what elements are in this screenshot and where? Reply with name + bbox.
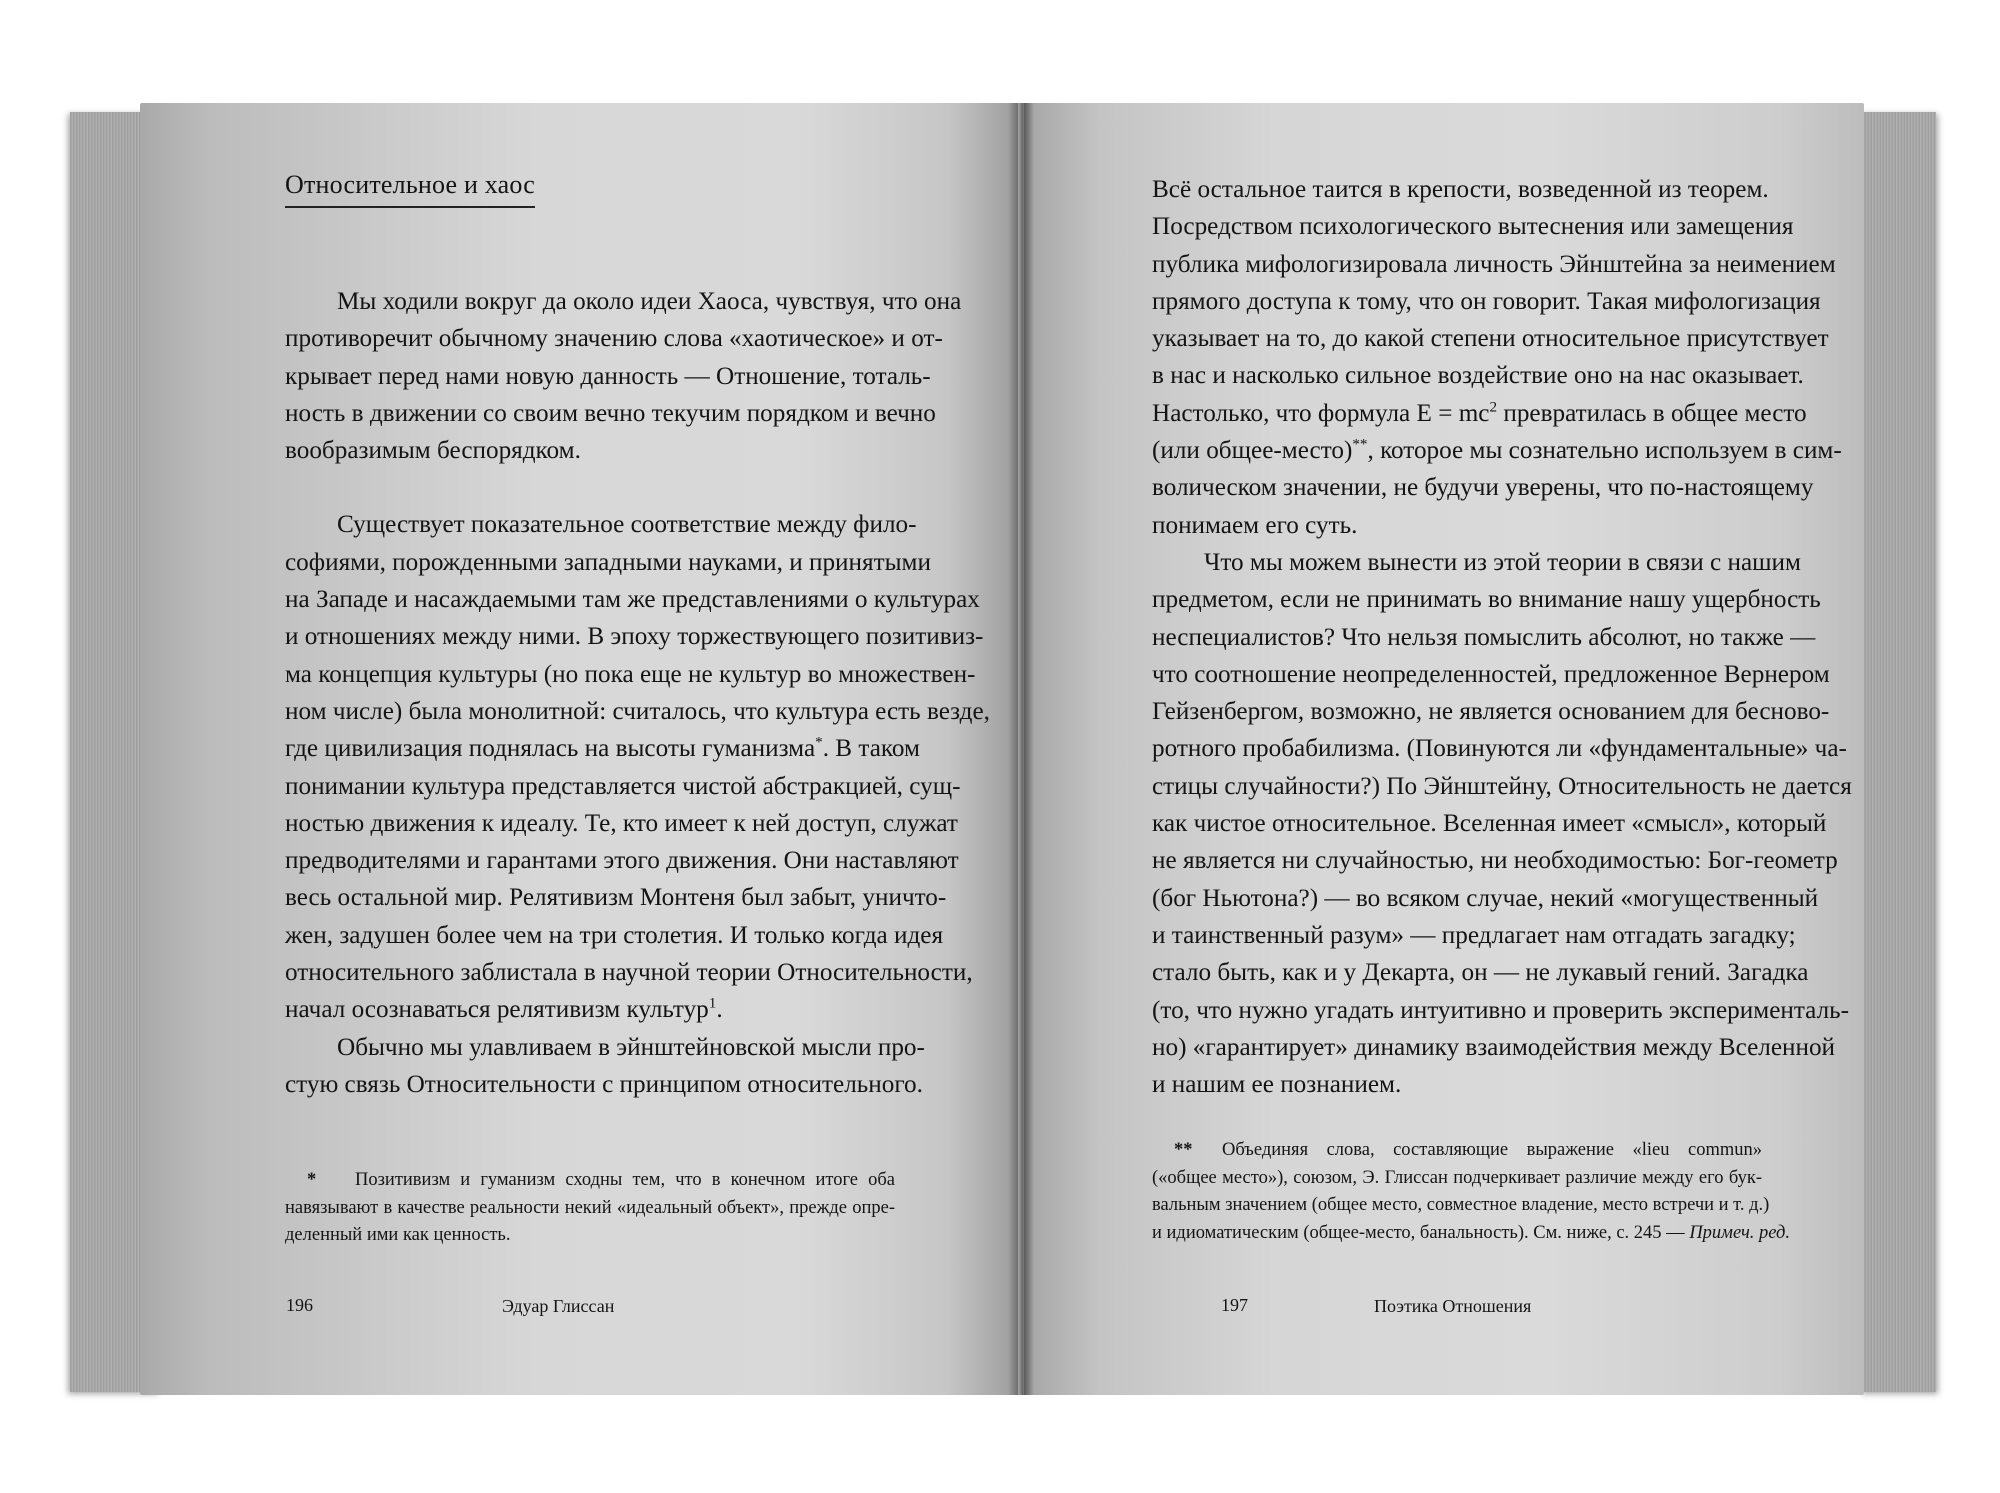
footnote-marker: **: [1174, 1140, 1193, 1160]
text-line: понимаем его суть.: [1152, 511, 1358, 539]
right-body-text: [1152, 171, 1852, 1103]
text-line: (бог Ньютона?) — во всяком случае, некий «могущественный: [1152, 884, 1819, 912]
page-edges-right: [1860, 112, 1936, 1392]
text-line: где цивилизация поднялась на высоты гуманизма*. В таком: [285, 734, 920, 763]
paragraph: [285, 283, 962, 469]
left-body-text: [285, 283, 990, 1103]
text-line: что соотношение неопределенностей, предложенное Вернером: [1152, 660, 1830, 688]
text-line: (то, что нужно угадать интуитивно и проверить эксперименталь-: [1152, 996, 1850, 1024]
text-line: указывает на то, до какой степени относительное присутствует: [1152, 325, 1829, 353]
text-line: софиями, порожденными западными науками, и принятыми: [285, 548, 931, 576]
text-line: Что мы можем вынести из этой теории в связи с нашим: [1204, 548, 1801, 576]
footnote-line: * Позитивизм и гуманизм сходны тем, что в конечном итоге оба: [285, 1167, 895, 1195]
text-line: (или общее-место)**, которое мы сознательно используем в сим-: [1152, 436, 1842, 465]
text-line: относительного заблистала в научной теории Относительности,: [285, 959, 973, 987]
text-line: на Западе и насаждаемыми там же представлениями о культурах: [285, 586, 980, 614]
footnote-line: и идиоматическим (общее-место, банальность). См. ниже, с. 245 — Примеч. ред.: [1152, 1222, 1791, 1243]
left-footnote: [285, 1167, 895, 1250]
text-line: неспециалистов? Что нельзя помыслить абсолют, но также —: [1152, 623, 1816, 651]
footnote-line: навязывают в качестве реальности некий «идеальный объект», прежде опре-: [285, 1197, 895, 1218]
paragraph: [285, 1029, 925, 1104]
text-line: жен, задушен более чем на три столетия. И только когда идея: [285, 921, 944, 949]
text-line: ма концепция культуры (но пока еще не культур во множествен-: [285, 660, 976, 688]
text-line: и таинственный разум» — предлагает нам отгадать загадку;: [1152, 921, 1796, 949]
text-line: ностью движения к идеалу. Те, кто имеет к ней доступ, служат: [285, 809, 958, 837]
text-line: ротного пробабилизма. (Повинуются ли «фундаментальные» ча-: [1152, 735, 1847, 763]
text-line: публика мифологизировала личность Эйнштейна за неимением: [1152, 250, 1836, 278]
text-line: весь остальной мир. Релятивизм Монтеня был забыт, уничто-: [285, 884, 947, 912]
footnote-line: ** Объединяя слова, составляющие выражение «lieu commun»: [1152, 1137, 1762, 1165]
text-line: предводителями и гарантами этого движения. Они наставляют: [285, 847, 959, 875]
text-line: но) «гарантирует» динамику взаимодействия между Вселенной: [1152, 1033, 1836, 1061]
page-number-left: 196: [286, 1295, 313, 1315]
text-line: Мы ходили вокруг да около идеи Хаоса, чувствуя, что она: [337, 288, 962, 315]
paragraph: [1152, 544, 1852, 1103]
text-line: предметом, если не принимать во внимание нашу ущербность: [1152, 586, 1821, 614]
text-line: стицы случайности?) По Эйнштейну, Относительность не дается: [1152, 772, 1852, 800]
text-line: волическом значении, не будучи уверены, что по-настоящему: [1152, 474, 1814, 502]
text-line: прямого доступа к тому, что он говорит. Такая мифологизация: [1152, 287, 1821, 315]
text-line: понимании культура представляется чистой абстракцией, сущ-: [285, 772, 961, 800]
text-line: ном числе) была монолитной: считалось, что культура есть везде,: [285, 697, 990, 725]
page-number-right: 197: [1221, 1295, 1248, 1315]
text-line: Гейзенбергом, возможно, не является основанием для бесново-: [1152, 698, 1830, 726]
footnote-line: («общее место»), союзом, Э. Глиссан подчеркивает различие между его бук-: [1152, 1167, 1762, 1188]
text-line: и нашим ее познанием.: [1152, 1071, 1402, 1099]
paragraph: [285, 506, 990, 1028]
text-line: начал осознаваться релятивизм культур$^1$.: [285, 995, 723, 1024]
footnote-line: деленный ими как ценность.: [285, 1225, 511, 1245]
text-line: крывает перед нами новую данность — Отношение, тоталь-: [285, 362, 931, 390]
text-line: стало быть, как и у Декарта, он — не лукавый гений. Загадка: [1152, 959, 1809, 987]
text-line: стую связь Относительности с принципом относительного.: [285, 1070, 923, 1098]
text-line: Посредством психологического вытеснения или замещения: [1152, 213, 1794, 241]
book-gutter: [1008, 103, 1034, 1395]
footnote-marker: *: [307, 1170, 317, 1190]
text-line: ность в движении со своим вечно текучим порядком и вечно: [285, 399, 936, 427]
text-line: в нас и насколько сильное воздействие оно на нас оказывает.: [1152, 362, 1804, 390]
editor-note: Примеч. ред.: [1689, 1222, 1791, 1243]
footnote-line: вальным значением (общее место, совместное владение, место встречи и т. д.): [1152, 1195, 1770, 1215]
right-footnote: [1152, 1137, 1791, 1247]
text-line: не является ни случайностью, ни необходимостью: Бог-геометр: [1152, 847, 1838, 875]
text-line: Существует показательное соответствие между фило-: [337, 511, 917, 539]
footer-book-title: Поэтика Отношения: [1374, 1296, 1532, 1316]
text-line: как чистое относительное. Вселенная имеет «смысл», который: [1152, 810, 1827, 838]
text-line: Всё остальное таится в крепости, возведенной из теорем.: [1152, 176, 1769, 203]
text-line: Обычно мы улавливаем в эйнштейновской мысли про-: [337, 1033, 925, 1061]
paragraph: [1152, 171, 1842, 544]
text-line: и отношениях между ними. В эпоху торжествующего позитивиз-: [285, 623, 984, 651]
text-line: противоречит обычному значению слова «хаотическое» и от-: [285, 325, 943, 353]
text-line: Настолько, что формула $E = mc^2$ превратилась в общее место: [1152, 399, 1807, 427]
text-line: вообразимым беспорядком.: [285, 437, 581, 465]
running-head: Относительное и хаос: [285, 170, 535, 208]
footer-author: Эдуар Глиссан: [502, 1296, 615, 1316]
